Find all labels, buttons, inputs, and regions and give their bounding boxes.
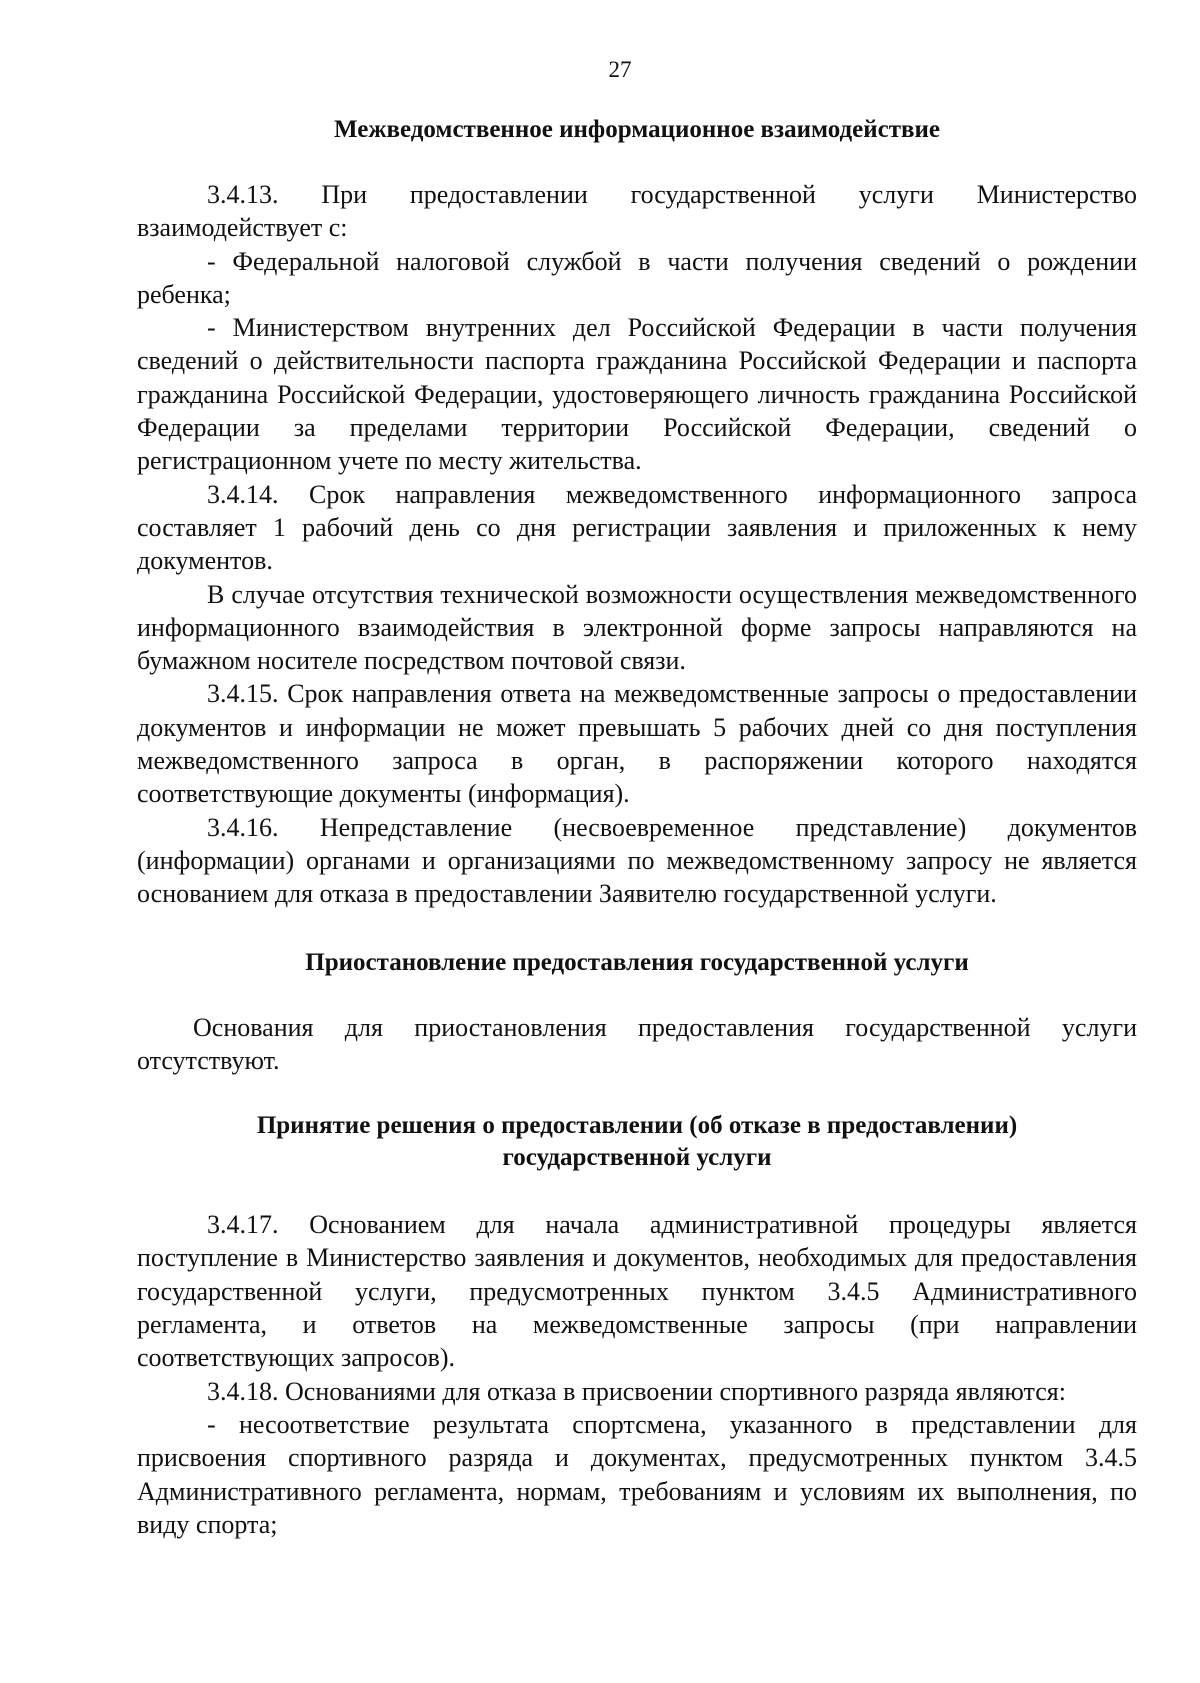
paragraph-3-4-14: 3.4.14. Срок направления межведомственного информационного запроса составляет 1 рабочий день со дня регистрации заявления и приложенных к нему документов. [137, 479, 1137, 576]
section-heading-suspension: Приостановление предоставления государственной услуги [305, 948, 969, 976]
paragraph-3-4-15: 3.4.15. Срок направления ответа на межведомственные запросы о предоставлении документов и информации не может превышать 5 рабочих дней со дня поступления межведомственного запроса в орган, в распоряжении которого находятся соответствующие документы (информация). [137, 679, 1137, 809]
section-heading-decision-line2: государственной услуги [502, 1144, 772, 1172]
document-body [137, 114, 1137, 1541]
paragraph-suspension-grounds: Основания для приостановления предоставления государственной услуги отсутствуют. [137, 1012, 1137, 1075]
paragraph-interior-ministry: - Министерством внутренних дел Российской Федерации в части получения сведений о действительности паспорта гражданина Российской Федерации и паспорта гражданина Российской Федерации, удостоверяющего личность гражданина Российской Федерации за пределами территории Российской Федерации, сведений о регистрационном учете по месту жительства. [137, 313, 1137, 476]
section-heading-interagency: Межведомственное информационное взаимодействие [334, 116, 940, 143]
section-heading-decision [137, 1110, 1137, 1174]
section-heading-decision-line1: Принятие решения о предоставлении (об отказе в предоставлении) [256, 1112, 1018, 1140]
paragraph-3-4-16: 3.4.16. Непредставление (несвоевременное представление) документов (информации) органами и организациями по межведомственному запросу не является основанием для отказа в предоставлении Заявителю государственной услуги. [137, 812, 1137, 909]
paragraph-3-4-13: 3.4.13. При предоставлении государственной услуги Министерство взаимодействует с: [137, 180, 1137, 243]
paragraph-tax-service: - Федеральной налоговой службой в части получения сведений о рождении ребенка; [137, 246, 1137, 309]
paragraph-result-mismatch: - несоответствие результата спортсмена, указанного в представлении для присвоения спортивного разряда и документах, предусмотренных пунктом 3.4.5 Административного регламента, нормам, требованиям и условиям их выполнения, по виду спорта; [137, 1409, 1137, 1539]
paragraph-3-4-17: 3.4.17. Основанием для начала административной процедуры является поступление в Министерство заявления и документов, необходимых для предоставления государственной услуги, предусмотренных пунктом 3.4.5 Административного регламента, и ответов на межведомственные запросы (при направлении соответствующих запросов). [137, 1210, 1137, 1373]
paragraph-3-4-18: 3.4.18. Основаниями для отказа в присвоении спортивного разряда являются: [207, 1376, 1066, 1406]
page-number: 27 [608, 57, 632, 82]
paragraph-no-technical-possibility: В случае отсутствия технической возможности осуществления межведомственного информационного взаимодействия в электронной форме запросы направляются на бумажном носителе посредством почтовой связи. [137, 579, 1137, 676]
